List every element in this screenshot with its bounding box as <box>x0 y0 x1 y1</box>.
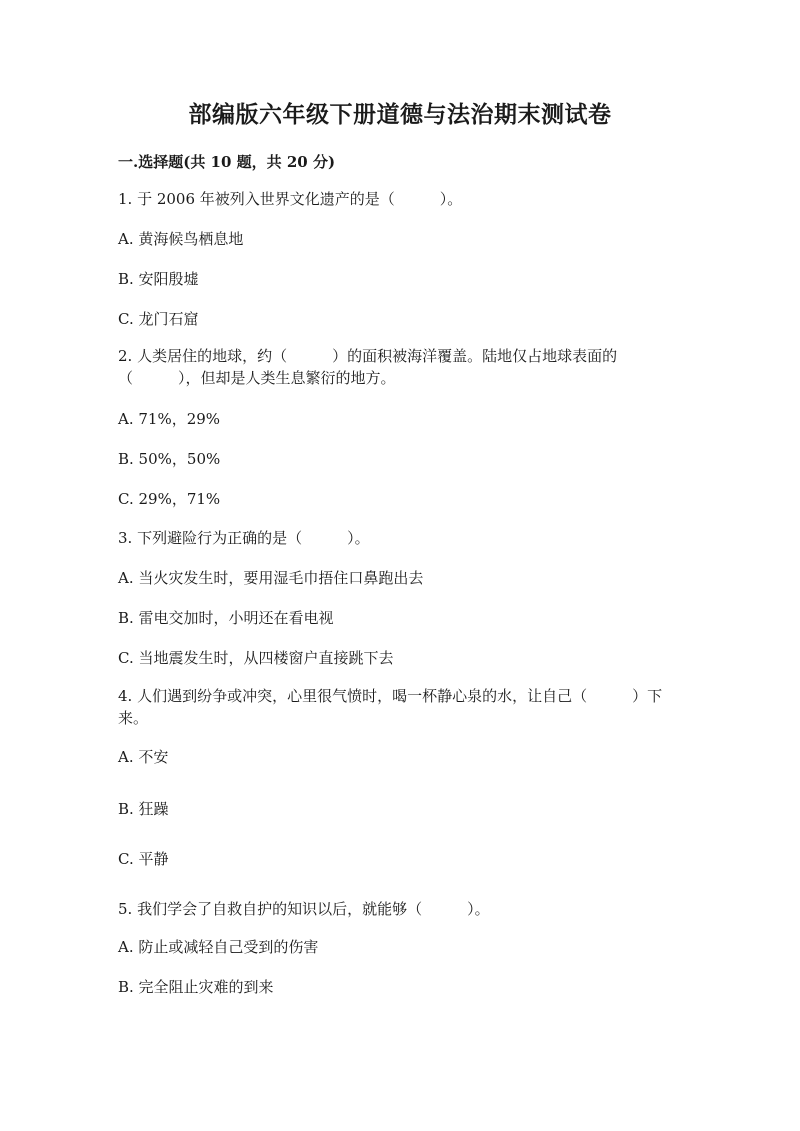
question-1-stem: 1. 于 2006 年被列入世界文化遗产的是（ ）。 <box>118 190 463 208</box>
question-2-option-a: A. 71%，29% <box>118 410 221 428</box>
question-2-stem: 2. 人类居住的地球，约（ ）的面积被海洋覆盖。陆地仅占地球表面的（ ），但却是人类生息繁衍的地方。 <box>118 347 618 387</box>
question-1-option-b: B. 安阳殷墟 <box>118 270 199 288</box>
question-2-option-c: C. 29%，71% <box>118 490 221 508</box>
question-4-option-a: A. 不安 <box>118 748 169 766</box>
question-2-option-b: B. 50%，50% <box>118 450 221 468</box>
question-4-option-b: B. 狂躁 <box>118 800 169 818</box>
question-3-option-b: B. 雷电交加时，小明还在看电视 <box>118 609 334 627</box>
question-3-option-c: C. 当地震发生时，从四楼窗户直接跳下去 <box>118 649 394 667</box>
question-5-option-a: A. 防止或减轻自己受到的伤害 <box>118 938 319 956</box>
question-1-option-c: C. 龙门石窟 <box>118 310 199 328</box>
question-5-stem: 5. 我们学会了自救自护的知识以后，就能够（ ）。 <box>118 900 490 918</box>
question-3-stem: 3. 下列避险行为正确的是（ ）。 <box>118 529 370 547</box>
question-3-option-a: A. 当火灾发生时，要用湿毛巾捂住口鼻跑出去 <box>118 569 424 587</box>
section-heading: 一.选择题(共 10 题，共 20 分) <box>118 153 336 171</box>
page-title: 部编版六年级下册道德与法治期末测试卷 <box>188 101 612 128</box>
question-4-stem: 4. 人们遇到纷争或冲突，心里很气愤时，喝一杯静心泉的水，让自己（ ）下来。 <box>118 687 663 727</box>
question-4-option-c: C. 平静 <box>118 850 169 868</box>
question-5-option-b: B. 完全阻止灾难的到来 <box>118 978 274 996</box>
question-1-option-a: A. 黄海候鸟栖息地 <box>118 230 244 248</box>
